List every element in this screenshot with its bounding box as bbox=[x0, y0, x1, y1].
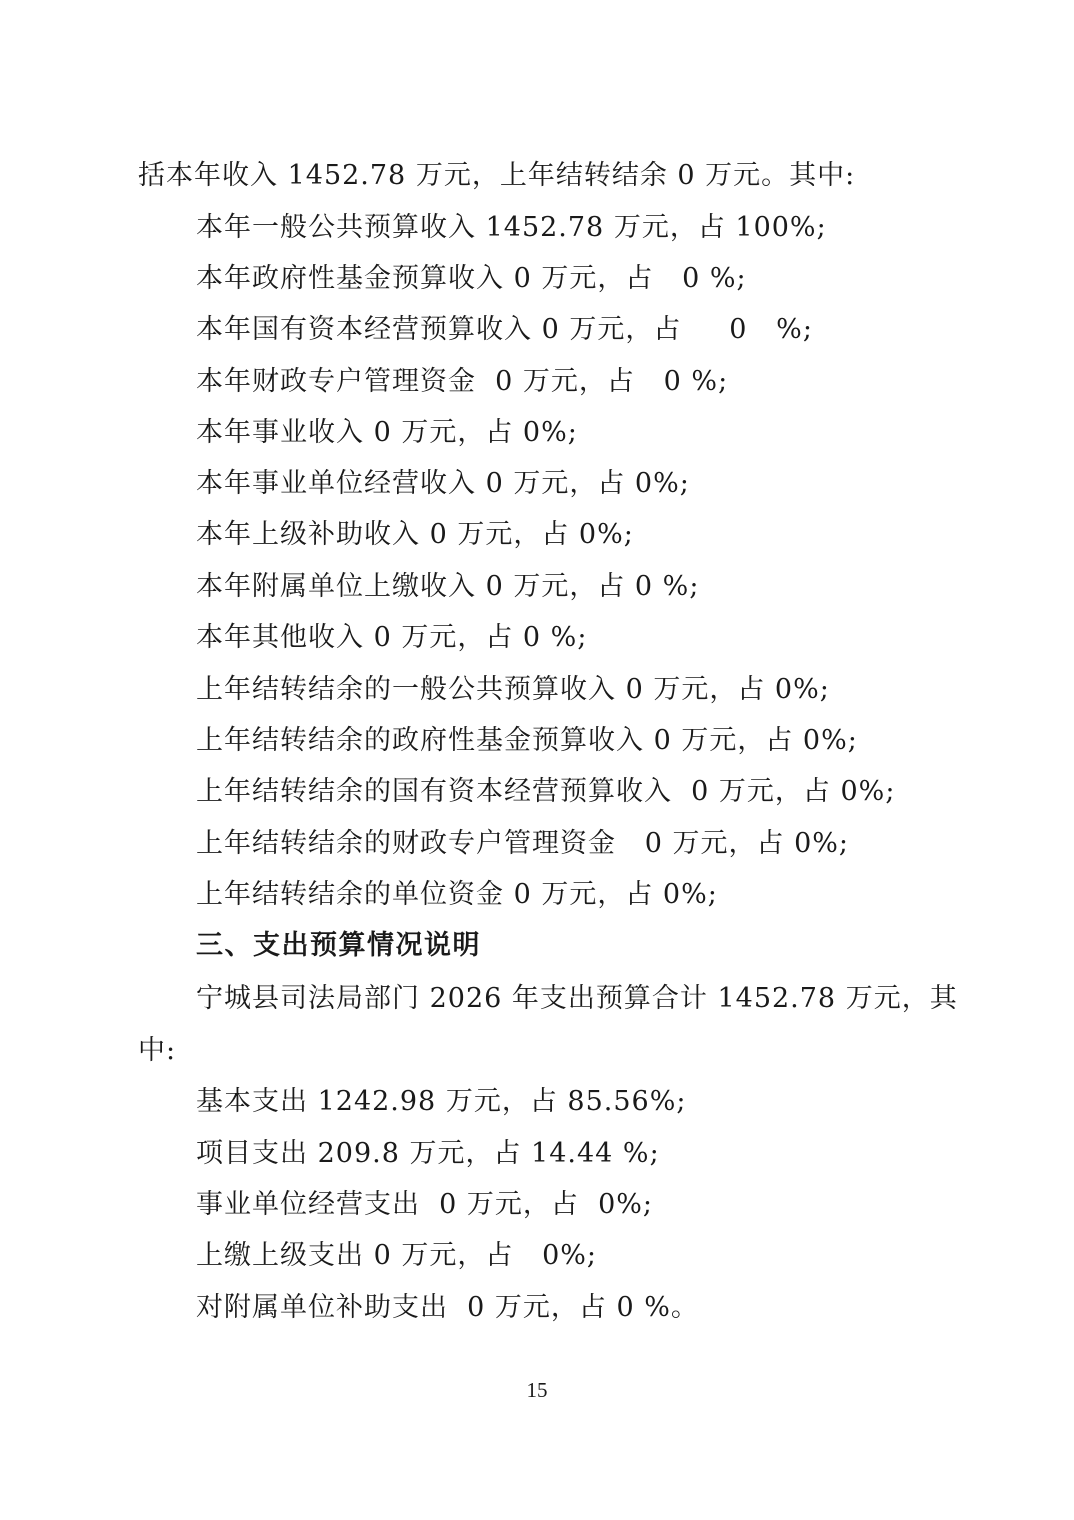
income-item: 上年结转结余的单位资金 0 万元，占 0%; bbox=[196, 879, 718, 910]
income-item: 本年财政专户管理资金 0 万元，占 0 %; bbox=[196, 366, 729, 397]
income-item: 本年政府性基金预算收入 0 万元，占 0 %; bbox=[196, 263, 747, 294]
income-item: 上年结转结余的一般公共预算收入 0 万元，占 0%; bbox=[196, 674, 830, 705]
income-item: 本年上级补助收入 0 万元，占 0%; bbox=[196, 519, 634, 550]
income-item: 本年其他收入 0 万元，占 0 %; bbox=[196, 622, 588, 653]
income-item: 上年结转结余的财政专户管理资金 0 万元，占 0%; bbox=[196, 828, 850, 859]
income-item: 本年附属单位上缴收入 0 万元，占 0 %; bbox=[196, 571, 700, 602]
income-item: 上年结转结余的政府性基金预算收入 0 万元，占 0%; bbox=[196, 725, 858, 756]
income-item: 本年事业收入 0 万元，占 0%; bbox=[196, 417, 578, 448]
income-item: 本年国有资本经营预算收入 0 万元，占 0 %; bbox=[196, 314, 813, 345]
section-heading: 三、支出预算情况说明 bbox=[196, 930, 481, 961]
expense-item: 事业单位经营支出 0 万元，占 0%; bbox=[196, 1189, 654, 1220]
expense-item: 对附属单位补助支出 0 万元，占 0 %。 bbox=[196, 1292, 699, 1323]
income-item: 本年一般公共预算收入 1452.78 万元，占 100%; bbox=[196, 212, 827, 243]
expense-item: 项目支出 209.8 万元，占 14.44 %; bbox=[196, 1138, 660, 1169]
page-number: 15 bbox=[526, 1378, 548, 1402]
expense-item: 基本支出 1242.98 万元，占 85.56%; bbox=[196, 1086, 687, 1117]
expense-intro-continuation: 中: bbox=[138, 1035, 177, 1066]
income-item: 上年结转结余的国有资本经营预算收入 0 万元，占 0%; bbox=[196, 776, 896, 807]
expense-item: 上缴上级支出 0 万元，占 0%; bbox=[196, 1240, 598, 1271]
income-item: 本年事业单位经营收入 0 万元，占 0%; bbox=[196, 468, 690, 499]
expense-intro-line: 宁城县司法局部门 2026 年支出预算合计 1452.78 万元，其 bbox=[196, 983, 958, 1014]
intro-line: 括本年收入 1452.78 万元，上年结转结余 0 万元。其中: bbox=[138, 160, 856, 191]
